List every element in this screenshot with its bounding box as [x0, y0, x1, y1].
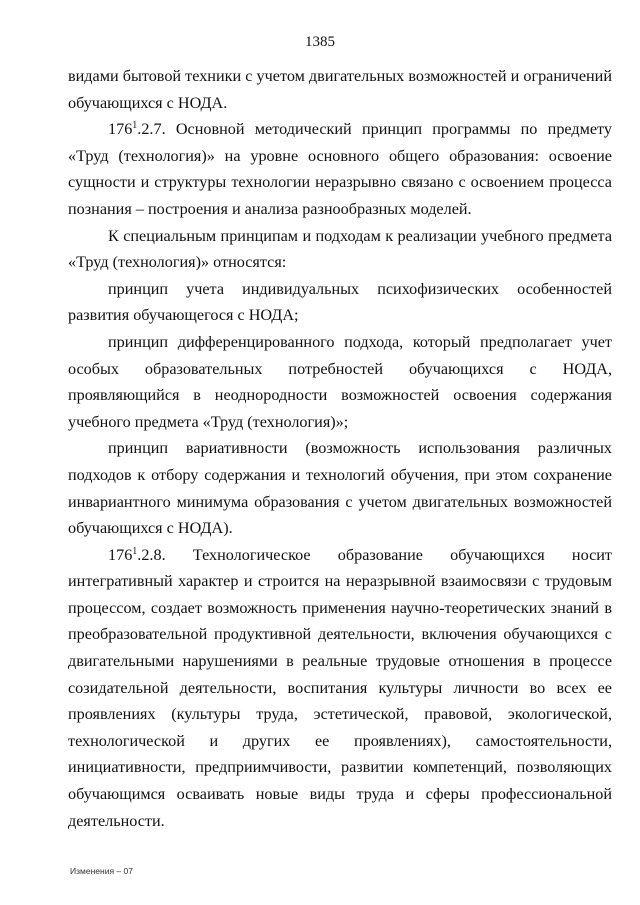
section-number: 176	[108, 545, 133, 564]
footer-revision-note: Изменения – 07	[70, 866, 133, 876]
document-body	[68, 63, 612, 834]
section-number: 176	[108, 120, 133, 139]
section-superscript: 1	[132, 120, 138, 132]
paragraph-section-2-8	[68, 542, 612, 835]
section-superscript: 1	[132, 545, 138, 557]
page-number: 1385	[305, 34, 335, 50]
section-text: .2.7. Основной методический принцип программы по предмету «Труд (технология)» на уровне основного общего образования: освоение сущности и структуры технологии неразрывно связано с освоением процесса познания – построения и анализа разнообразных моделей.	[68, 120, 612, 218]
paragraph-special-principles: К специальным принципам и подходам к реализации учебного предмета «Труд (технология)» относятся:	[68, 226, 612, 272]
paragraph-section-2-7	[68, 116, 612, 222]
section-text: .2.8. Технологическое образование обучающихся носит интегративный характер и строится на неразрывной взаимосвязи с трудовым процессом, создает возможность применения научно-теоретических знаний в преобразовательной продуктивной деятельности, включения обучающихся с двигательными нарушениями в реальные трудовые отношения в процессе созидательной деятельности, воспитания культуры личности во всех ее проявлениях (культуры труда, эстетической, правовой, экологической, технологической и других ее проявлениях), самостоятельности, инициативности, предприимчивости, развитии компетенций, позволяющих обучающимся осваивать новые виды труда и сферы профессиональной деятельности.	[68, 545, 612, 830]
paragraph-principle-differentiated: принцип дифференцированного подхода, который предполагает учет особых образовательных потребностей обучающихся с НОДА, проявляющийся в неоднородности возможностей освоения содержания учебного предмета «Труд (технология)»;	[68, 332, 612, 431]
paragraph-continuation: видами бытовой техники с учетом двигательных возможностей и ограничений обучающихся с НОДА.	[68, 67, 612, 112]
paragraph-principle-individual: принцип учета индивидуальных психофизических особенностей развития обучающегося с НОДА;	[68, 279, 612, 325]
paragraph-principle-variability: принцип вариативности (возможность использования различных подходов к отбору содержания и технологий обучения, при этом сохранение инвариантного минимума образования с учетом двигательных возможностей обучающихся с НОДА).	[68, 439, 612, 538]
